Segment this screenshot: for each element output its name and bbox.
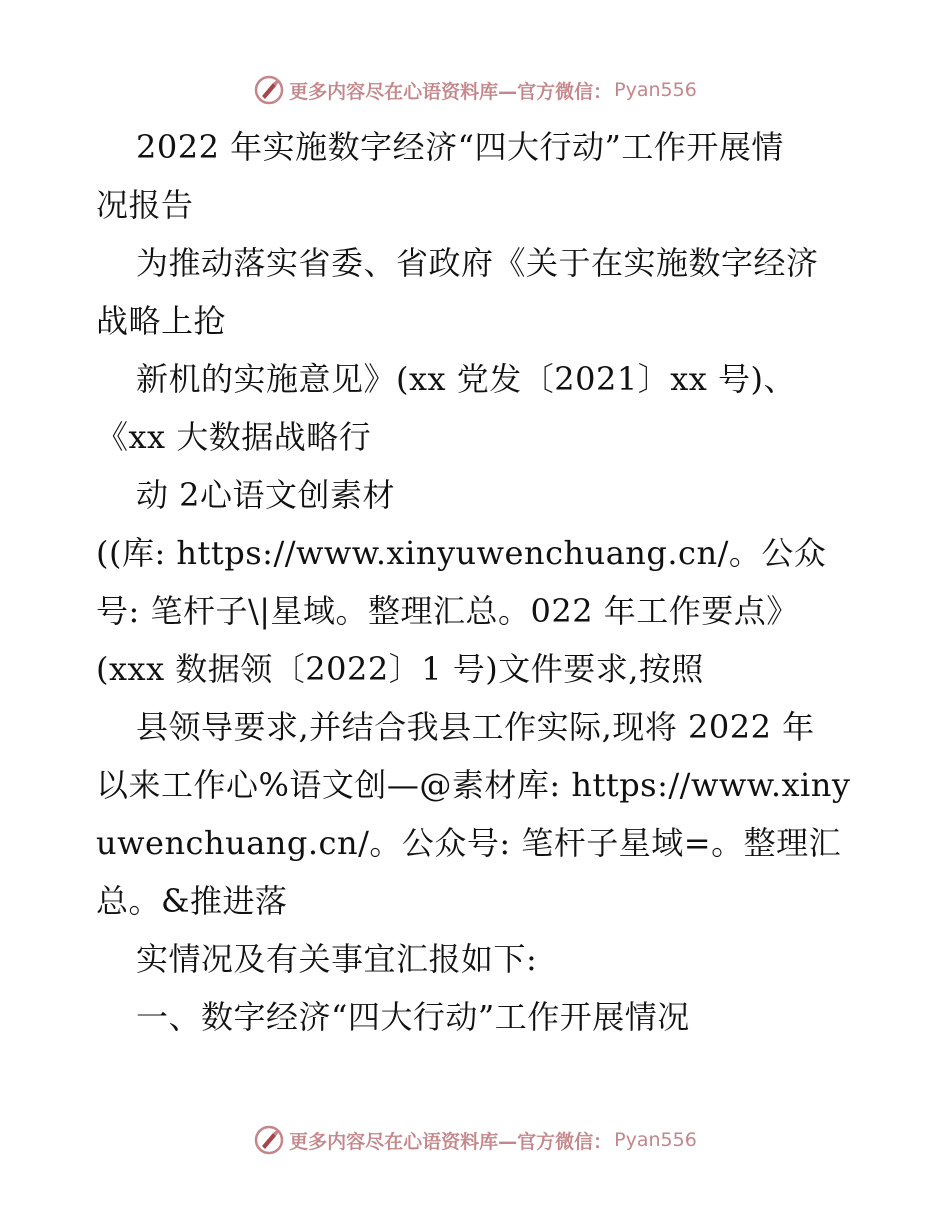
text-line: 动 2心语文创素材 bbox=[136, 476, 396, 514]
text-line: ((库: https://www.xinyuwenchuang.cn/。公众 bbox=[96, 534, 827, 572]
text-line: 2022 年实施数字经济“四大行动”工作开展情 bbox=[136, 128, 784, 166]
text-line: 以来工作心%语文创—@素材库: https://www.xiny bbox=[96, 766, 851, 804]
text-line: 一、数字经济“四大行动”工作开展情况 bbox=[136, 998, 690, 1036]
header-banner bbox=[0, 70, 950, 110]
text-line: 况报告 bbox=[96, 186, 194, 224]
footer-banner bbox=[0, 1120, 950, 1160]
text-line: 实情况及有关事宜汇报如下: bbox=[136, 940, 538, 978]
text-line: 新机的实施意见》(xx 党发〔2021〕xx 号)、 bbox=[136, 360, 796, 398]
brand-logo-icon bbox=[253, 74, 285, 106]
text-line: 《xx 大数据战略行 bbox=[96, 418, 372, 456]
text-line: 为推动落实省委、省政府《关于在实施数字经济 bbox=[136, 244, 819, 282]
document-body bbox=[96, 118, 856, 1046]
text-line: 号: 笔杆子\|星域。整理汇总。022 年工作要点》 bbox=[96, 592, 799, 630]
brand-logo-icon bbox=[253, 1124, 285, 1156]
text-line: uwenchuang.cn/。公众号: 笔杆子星域=。整理汇 bbox=[96, 824, 842, 862]
banner-handle: Pyan556 bbox=[614, 79, 697, 101]
text-line: 战略上抢 bbox=[96, 302, 227, 340]
text-line: 县领导要求,并结合我县工作实际,现将 2022 年 bbox=[136, 708, 815, 746]
text-line: (xxx 数据领〔2022〕1 号)文件要求,按照 bbox=[96, 650, 704, 688]
banner-text: 更多内容尽在心语资料库—官方微信： bbox=[289, 1130, 613, 1153]
banner-text: 更多内容尽在心语资料库—官方微信： bbox=[289, 80, 613, 103]
text-line: 总。&推进落 bbox=[96, 882, 288, 920]
banner-handle: Pyan556 bbox=[614, 1129, 697, 1151]
